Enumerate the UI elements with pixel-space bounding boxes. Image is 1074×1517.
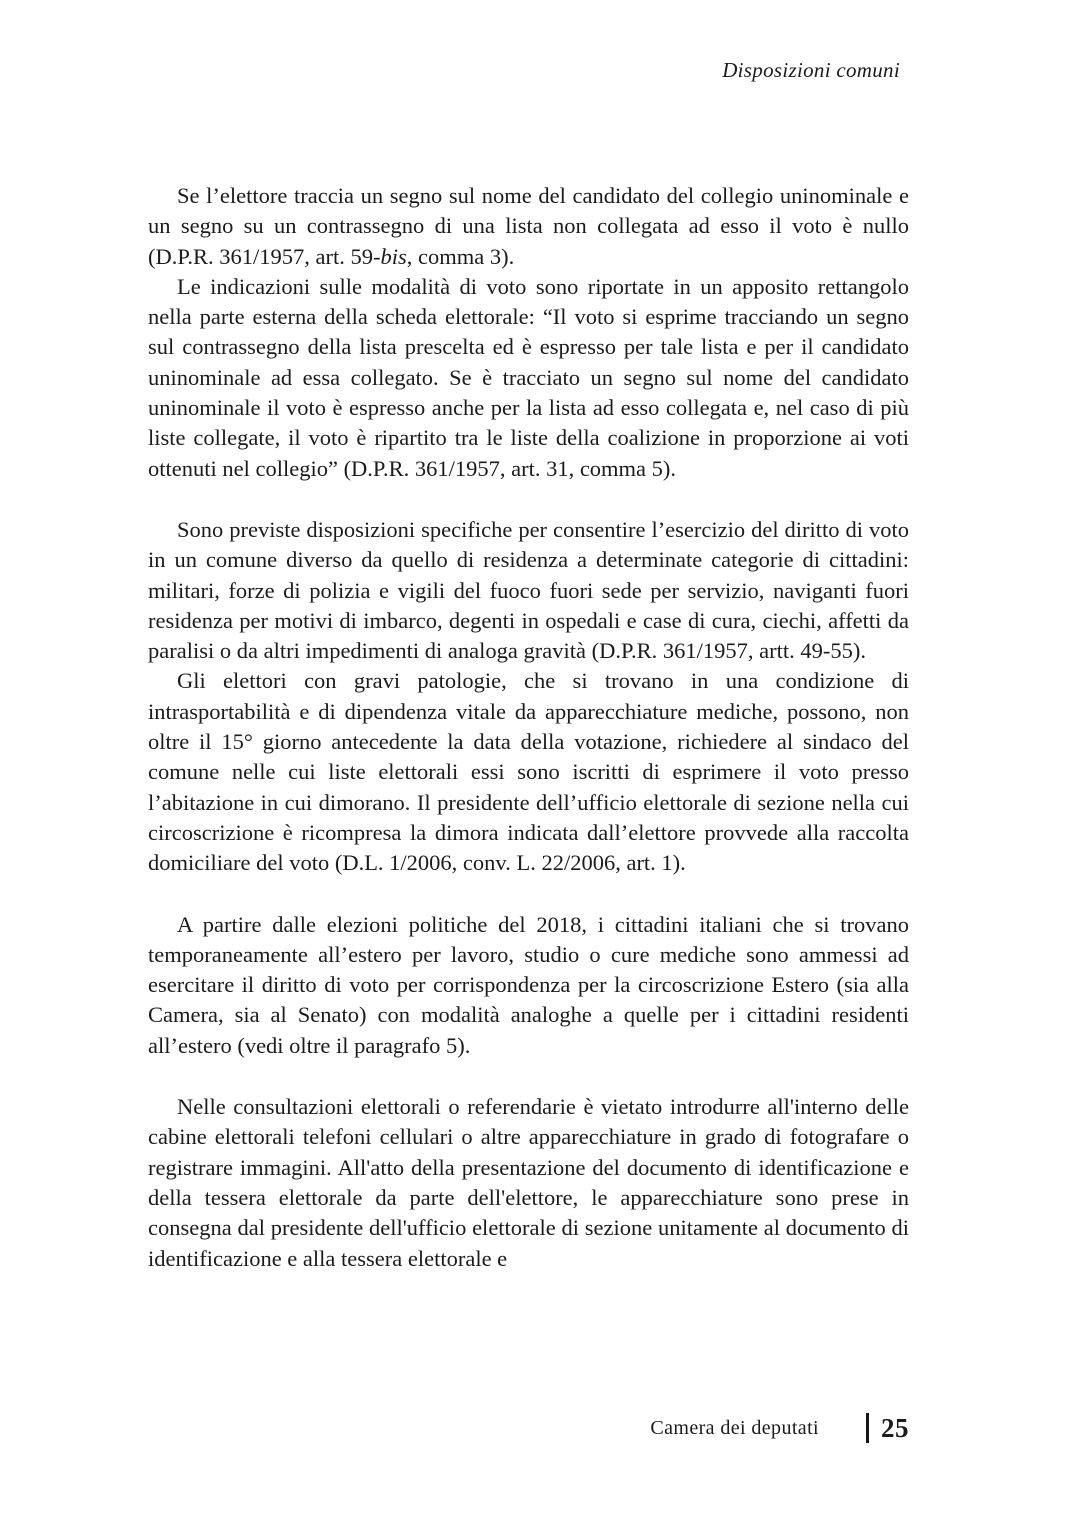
running-title: Disposizioni comuni bbox=[722, 58, 900, 82]
page-number: 25 bbox=[881, 1412, 909, 1443]
paragraph bbox=[148, 272, 909, 484]
text-run: Le indicazioni sulle modalità di voto sono riportate in un apposito rettangolo nella parte esterna della scheda elettorale: “Il voto si esprime tracciando un segno sul contrassegno della lista prescelta ed è espresso per tale lista e per il candidato uninominale ad essa collegato. Se è tracciato un segno sul nome del candidato uninominale il voto è espresso anche per la lista ad esso collegata e, nel caso di più liste collegate, il voto è ripartito tra le liste della coalizione in proporzione ai voti ottenuti nel collegio” (D.P.R. 361/1957, art. 31, comma 5). bbox=[148, 273, 909, 481]
italic-text-run: bis bbox=[380, 243, 407, 269]
running-header bbox=[148, 58, 900, 83]
footer-publisher: Camera dei deputati bbox=[650, 1416, 819, 1439]
text-run: A partire dalle elezioni politiche del 2018, i cittadini italiani che si trovano temporaneamente all’estero per lavoro, studio o cure mediche sono ammessi ad esercitare il diritto di voto per corrispondenza per la circoscrizione Estero (sia alla Camera, sia al Senato) con modalità analoghe a quelle per i cittadini residenti all’estero (vedi oltre il paragrafo 5). bbox=[148, 911, 909, 1058]
text-run: Se l’elettore traccia un segno sul nome del candidato del collegio uninominale e un segno su un contrassegno di una lista non collegata ad esso il voto è nullo (D.P.R. 361/1957, art. 59- bbox=[148, 183, 909, 269]
paragraph bbox=[148, 1092, 909, 1274]
text-run: Nelle consultazioni elettorali o referendarie è vietato introdurre all'interno delle cabine elettorali telefoni cellulari o altre apparecchiature in grado di fotografare o registrare immagini. All'atto della presentazione del documento di identificazione e della tessera elettorale da parte dell'elettore, le apparecchiature sono prese in consegna dal presidente dell'ufficio elettorale di sezione unitamente al documento di identificazione e alla tessera elettorale e bbox=[148, 1094, 909, 1271]
text-run: Gli elettori con gravi patologie, che si trovano in una condizione di intrasportabilità e di dipendenza vitale da apparecchiature mediche, possono, non oltre il 15° giorno antecedente la data della votazione, richiedere al sindaco del comune nelle cui liste elettorali essi sono iscritti di esprimere il voto presso l’abitazione in cui dimorano. Il presidente dell’ufficio elettorale di sezione nella cui circoscrizione è ricompresa la dimora indicata dall’elettore provvede alla raccolta domiciliare del voto (D.L. 1/2006, conv. L. 22/2006, art. 1). bbox=[148, 668, 909, 876]
paragraph bbox=[148, 181, 909, 272]
paragraph bbox=[148, 666, 909, 878]
page-footer bbox=[148, 1410, 909, 1446]
text-run: Sono previste disposizioni specifiche per consentire l’esercizio del diritto di voto in un comune diverso da quello di residenza a determinate categorie di cittadini: militari, forze di polizia e vigili del fuoco fuori sede per servizio, naviganti fuori residenza per motivi di imbarco, degenti in ospedali e case di cura, ciechi, affetti da paralisi o da altri impedimenti di analoga gravità (D.P.R. 361/1957, artt. 49-55). bbox=[148, 516, 909, 664]
footer-divider bbox=[866, 1413, 869, 1443]
text-run: , comma 3). bbox=[406, 243, 515, 269]
body-text bbox=[148, 181, 909, 1274]
paragraph bbox=[148, 910, 909, 1061]
paragraph bbox=[148, 515, 909, 666]
